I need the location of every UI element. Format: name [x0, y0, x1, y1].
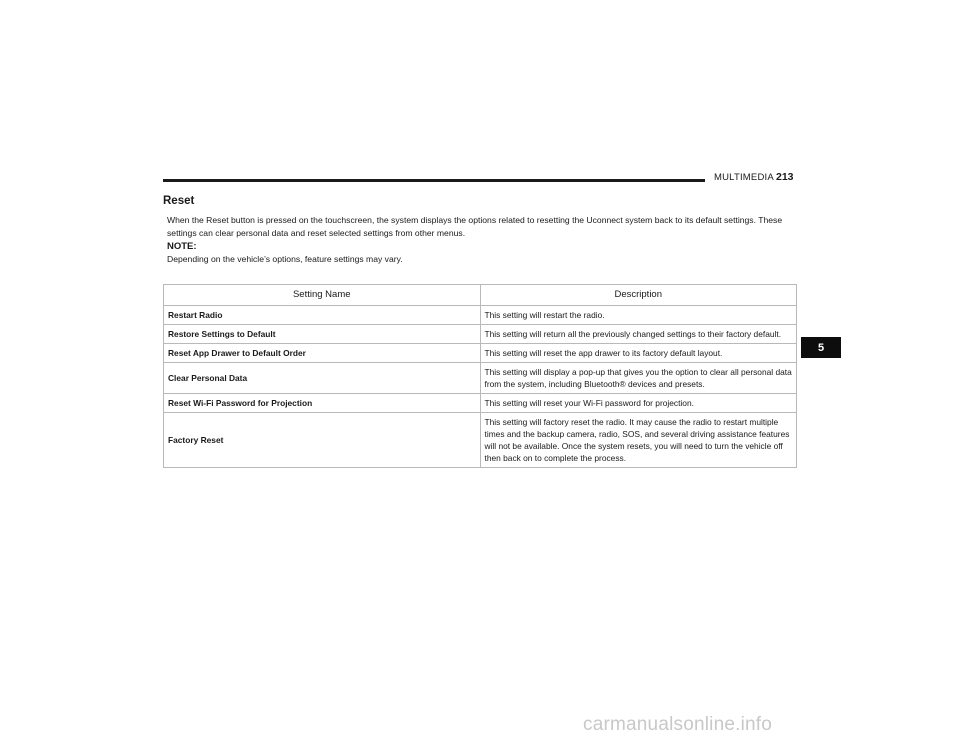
setting-name-cell: Factory Reset	[164, 413, 481, 468]
setting-name-cell: Reset App Drawer to Default Order	[164, 344, 481, 363]
setting-description-cell: This setting will return all the previously changed settings to their factory default.	[480, 325, 797, 344]
reset-settings-table	[163, 284, 797, 468]
setting-name-cell: Restore Settings to Default	[164, 325, 481, 344]
chapter-number: 5	[817, 341, 825, 354]
column-header-description: Description	[480, 285, 797, 306]
table-row	[164, 394, 797, 413]
setting-description-cell: This setting will restart the radio.	[480, 306, 797, 325]
table-row	[164, 306, 797, 325]
chapter-tab	[801, 337, 841, 358]
setting-name-cell: Clear Personal Data	[164, 363, 481, 394]
table-header-row	[164, 285, 797, 306]
section-title: Reset	[163, 195, 195, 207]
note-label: NOTE:	[167, 241, 197, 252]
page-number: 213	[776, 171, 794, 183]
header-section-name: MULTIMEDIA	[714, 172, 774, 183]
table-row	[164, 325, 797, 344]
setting-description-cell: This setting will reset the app drawer to its factory default layout.	[480, 344, 797, 363]
intro-paragraph: When the Reset button is pressed on the touchscreen, the system displays the options related to resetting the Uconnect system back to its default settings. These settings can clear personal data and reset selected settings from other menus.	[167, 215, 783, 238]
table-row	[164, 363, 797, 394]
header-rule	[163, 179, 705, 182]
setting-name-cell: Restart Radio	[164, 306, 481, 325]
setting-description-cell: This setting will display a pop-up that gives you the option to clear all personal data from the system, including Bluetooth® devices and presets.	[480, 363, 797, 394]
setting-description-cell: This setting will factory reset the radio. It may cause the radio to restart multiple times and the backup camera, radio, SOS, and several driving assistance features will not be available. Once the system resets, you will need to turn the vehicle off then back on to complete the process.	[480, 413, 797, 468]
setting-description-cell: This setting will reset your Wi-Fi password for projection.	[480, 394, 797, 413]
column-header-setting-name: Setting Name	[164, 285, 481, 306]
note-text: Depending on the vehicle’s options, feature settings may vary.	[167, 254, 403, 264]
table-row	[164, 344, 797, 363]
setting-name-cell: Reset Wi-Fi Password for Projection	[164, 394, 481, 413]
watermark: carmanualsonline.info	[583, 714, 773, 735]
table-row	[164, 413, 797, 468]
